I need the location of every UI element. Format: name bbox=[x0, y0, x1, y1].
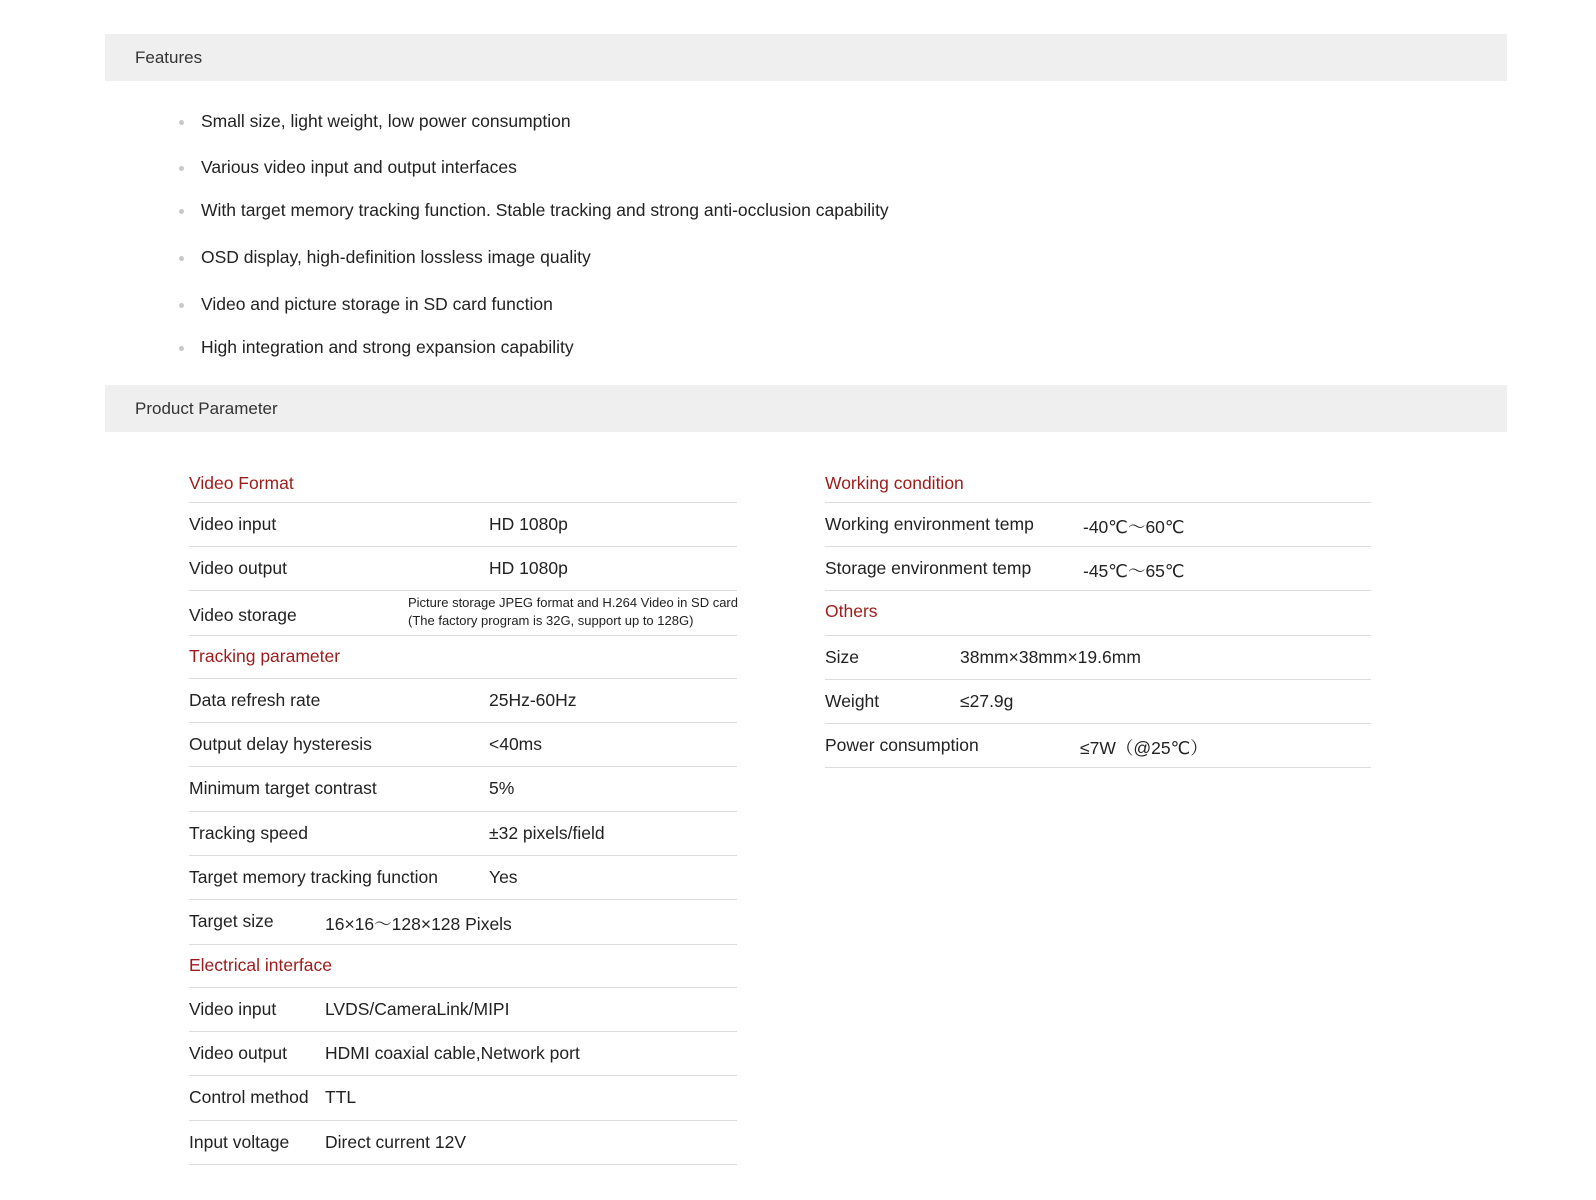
bullet-icon bbox=[179, 209, 184, 214]
features-title: Features bbox=[135, 48, 203, 67]
parameter-column-left bbox=[189, 463, 737, 1165]
row-label: Video output bbox=[189, 1043, 287, 1063]
table-row bbox=[189, 988, 737, 1032]
table-row bbox=[825, 724, 1371, 768]
row-label: Size bbox=[825, 647, 860, 667]
table-row bbox=[825, 503, 1371, 547]
row-label: Video input bbox=[189, 999, 277, 1019]
row-value: -45℃～65℃ bbox=[1083, 561, 1185, 581]
table-row bbox=[189, 591, 737, 636]
table-row bbox=[825, 636, 1371, 680]
row-label: Minimum target contrast bbox=[189, 778, 377, 798]
row-value: TTL bbox=[325, 1087, 357, 1107]
row-label: Tracking speed bbox=[189, 823, 308, 843]
table-row bbox=[189, 503, 737, 547]
group-title-tracking: Tracking parameter bbox=[189, 636, 737, 679]
row-label: Weight bbox=[825, 691, 880, 711]
table-row bbox=[189, 547, 737, 591]
features-header bbox=[105, 34, 1507, 81]
row-value: ≤7W（@25℃） bbox=[1080, 738, 1208, 758]
row-label: Target memory tracking function bbox=[189, 867, 438, 887]
bullet-icon bbox=[179, 303, 184, 308]
table-row bbox=[189, 856, 737, 900]
row-value: -40℃～60℃ bbox=[1083, 517, 1185, 537]
row-value: 5% bbox=[489, 778, 515, 798]
group-title-others: Others bbox=[825, 591, 1371, 636]
row-value: ≤27.9g bbox=[960, 691, 1014, 711]
group-title-working-condition: Working condition bbox=[825, 463, 1371, 503]
row-value bbox=[408, 594, 738, 630]
row-value: LVDS/CameraLink/MIPI bbox=[325, 999, 510, 1019]
row-label: Output delay hysteresis bbox=[189, 734, 372, 754]
bullet-icon bbox=[179, 166, 184, 171]
table-row bbox=[189, 1076, 737, 1121]
row-label: Working environment temp bbox=[825, 514, 1034, 534]
row-label: Storage environment temp bbox=[825, 558, 1032, 578]
row-label: Target size bbox=[189, 911, 274, 931]
row-value: 25Hz-60Hz bbox=[489, 690, 577, 710]
row-label: Power consumption bbox=[825, 735, 979, 755]
bullet-icon bbox=[179, 256, 184, 261]
row-value: 38mm×38mm×19.6mm bbox=[960, 647, 1141, 667]
row-value: HDMI coaxial cable,Network port bbox=[325, 1043, 580, 1063]
table-row bbox=[189, 723, 737, 767]
row-value: HD 1080p bbox=[489, 558, 568, 578]
row-value: ±32 pixels/field bbox=[489, 823, 605, 843]
product-parameter-title: Product Parameter bbox=[135, 399, 278, 418]
row-value-line: Picture storage JPEG format and H.264 Video in SD card bbox=[408, 595, 738, 610]
bullet-icon bbox=[179, 120, 184, 125]
row-label: Input voltage bbox=[189, 1132, 290, 1152]
row-label: Video input bbox=[189, 514, 277, 534]
bullet-icon bbox=[179, 346, 184, 351]
table-row bbox=[189, 812, 737, 856]
product-parameter-header bbox=[105, 385, 1507, 432]
row-value: Yes bbox=[489, 867, 518, 887]
row-label: Video storage bbox=[189, 605, 297, 625]
table-row bbox=[189, 1032, 737, 1076]
group-title-electrical: Electrical interface bbox=[189, 945, 737, 988]
table-row bbox=[825, 547, 1371, 591]
group-title-video-format: Video Format bbox=[189, 463, 737, 503]
parameter-column-right bbox=[825, 463, 1371, 768]
table-row bbox=[825, 680, 1371, 724]
row-value-line: (The factory program is 32G, support up to 128G) bbox=[408, 613, 694, 628]
row-value: 16×16～128×128 Pixels bbox=[325, 914, 512, 934]
row-label: Control method bbox=[189, 1087, 309, 1107]
table-row bbox=[189, 767, 737, 812]
table-row bbox=[189, 900, 737, 945]
row-value: <40ms bbox=[489, 734, 543, 754]
table-row bbox=[189, 679, 737, 723]
row-label: Data refresh rate bbox=[189, 690, 321, 710]
row-value: Direct current 12V bbox=[325, 1132, 467, 1152]
table-row bbox=[189, 1121, 737, 1165]
row-label: Video output bbox=[189, 558, 287, 578]
row-value: HD 1080p bbox=[489, 514, 568, 534]
